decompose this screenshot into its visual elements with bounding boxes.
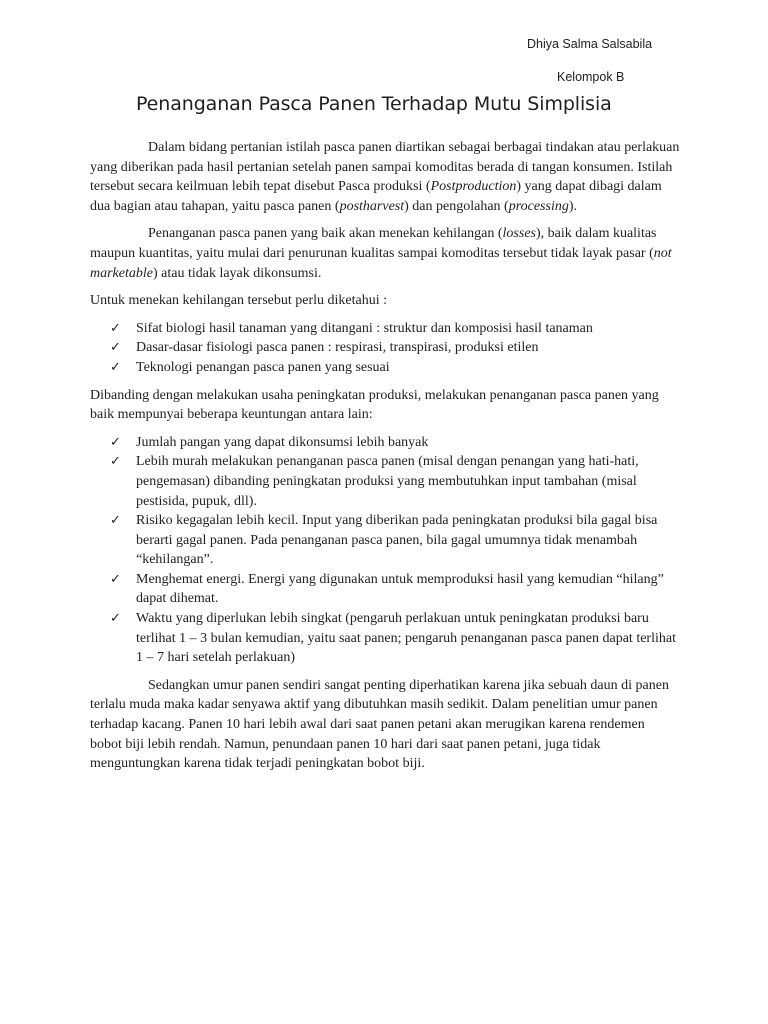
checkmark-icon: ✓ — [110, 434, 121, 450]
list-item — [90, 452, 680, 511]
list-item — [90, 319, 680, 339]
checkmark-icon: ✓ — [110, 320, 121, 336]
paragraph-1 — [90, 138, 680, 216]
list-item-text: Risiko kegagalan lebih kecil. Input yang diberikan pada peningkatan produksi bila gagal bisa berarti gagal panen. Pada penanganan pasca panen, bila gagal umumnya tidak menambah “kehilangan”. — [136, 513, 658, 568]
list-2-intro: Dibanding dengan melakukan usaha peningkatan produksi, melakukan penanganan pasca panen yang baik mempunyai beberapa keuntungan antara lain: — [90, 387, 659, 423]
list-item-text: Dasar-dasar fisiologi pasca panen : respirasi, transpirasi, produksi etilen — [136, 340, 539, 356]
checklist-2 — [90, 433, 680, 668]
checkmark-icon: ✓ — [110, 611, 121, 627]
author-name: Dhiya Salma Salsabila — [527, 37, 653, 51]
paragraph-2 — [90, 224, 680, 283]
list-item — [90, 511, 680, 570]
list-item-text: Teknologi penangan pasca panen yang sesuai — [136, 359, 390, 375]
checkmark-icon: ✓ — [110, 454, 121, 470]
paragraph-1-term-processing: processing — [508, 198, 569, 214]
paragraph-2-term-not-marketable: not marketable — [90, 245, 672, 281]
document-body — [90, 138, 680, 774]
checkmark-icon: ✓ — [110, 513, 121, 529]
checkmark-icon: ✓ — [110, 359, 121, 375]
paragraph-1-text-g: ). — [568, 198, 578, 214]
list-item-text: Waktu yang diperlukan lebih singkat (pengaruh perlakuan untuk peningkatan produksi baru terlihat 1 – 3 bulan kemudian, yaitu saat panen; pengaruh penanganan pasca panen dapat terlihat 1 – 7 hari setelah perlakuan) — [136, 611, 676, 666]
list-item — [90, 609, 680, 668]
group-name: Kelompok B — [557, 70, 625, 84]
checkmark-icon: ✓ — [110, 340, 121, 356]
paragraph-2-text-c: ), baik dalam kualitas maupun kuantitas, yaitu mulai dari penurunan kualitas sampai komoditas tersebut tidak layak pasar ( — [90, 226, 657, 261]
document-title: Penanganan Pasca Panen Terhadap Mutu Simplisia — [136, 93, 612, 115]
list-item-text: Lebih murah melakukan penanganan pasca panen (misal dengan penangan yang hati-hati, pengemasan) dibanding peningkatan produksi yang membutuhkan input tambahan (misal pestisida, pupuk, dll). — [136, 454, 639, 509]
list-item-text: Sifat biologi hasil tanaman yang ditangani : struktur dan komposisi hasil tanaman — [136, 320, 593, 336]
paragraph-1-term-postproduction: Postproduction — [430, 179, 517, 195]
list-item — [90, 433, 680, 453]
checklist-1 — [90, 319, 680, 378]
paragraph-2-term-losses: losses — [502, 226, 536, 242]
list-item — [90, 338, 680, 358]
list-item-text: Jumlah pangan yang dapat dikonsumsi lebih banyak — [136, 434, 429, 450]
list-item — [90, 570, 680, 609]
paragraph-2-text-a: Penanganan pasca panen yang baik akan menekan kehilangan ( — [148, 226, 503, 242]
paragraph-3: Sedangkan umur panen sendiri sangat penting diperhatikan karena jika sebuah daun di panen terlalu muda maka kadar senyawa aktif yang dibutuhkan masih sedikit. Dalam penelitian umur panen terhadap kacang. Panen 10 hari lebih awal dari saat panen petani akan merugikan karena rendemen bobot biji lebih rendah. Namun, penundaan panen 10 hari dari saat panen petani, juga tidak menguntungkan karena tidak terjadi peningkatan bobot biji. — [90, 677, 669, 772]
list-1-intro: Untuk menekan kehilangan tersebut perlu diketahui : — [90, 293, 388, 309]
paragraph-1-text-c: ) yang dapat dibagi dalam dua bagian atau tahapan, yaitu pasca panen ( — [90, 179, 662, 214]
list-item-text: Menghemat energi. Energi yang digunakan untuk memproduksi hasil yang kemudian “hilang” dapat dihemat. — [136, 571, 664, 607]
paragraph-1-term-postharvest: postharvest — [339, 198, 405, 214]
list-item — [90, 358, 680, 378]
checkmark-icon: ✓ — [110, 571, 121, 587]
paragraph-2-text-e: ) atau tidak layak dikonsumsi. — [152, 265, 322, 281]
paragraph-1-text-a: Dalam bidang pertanian istilah pasca panen diartikan sebagai berbagai tindakan atau perlakuan yang diberikan pada hasil pertanian setelah panen sampai komoditas berada di tangan konsumen. Istilah tersebut secara keilmuan lebih tepat disebut Pasca produksi ( — [90, 140, 680, 195]
paragraph-1-text-e: ) dan pengolahan ( — [404, 198, 509, 214]
